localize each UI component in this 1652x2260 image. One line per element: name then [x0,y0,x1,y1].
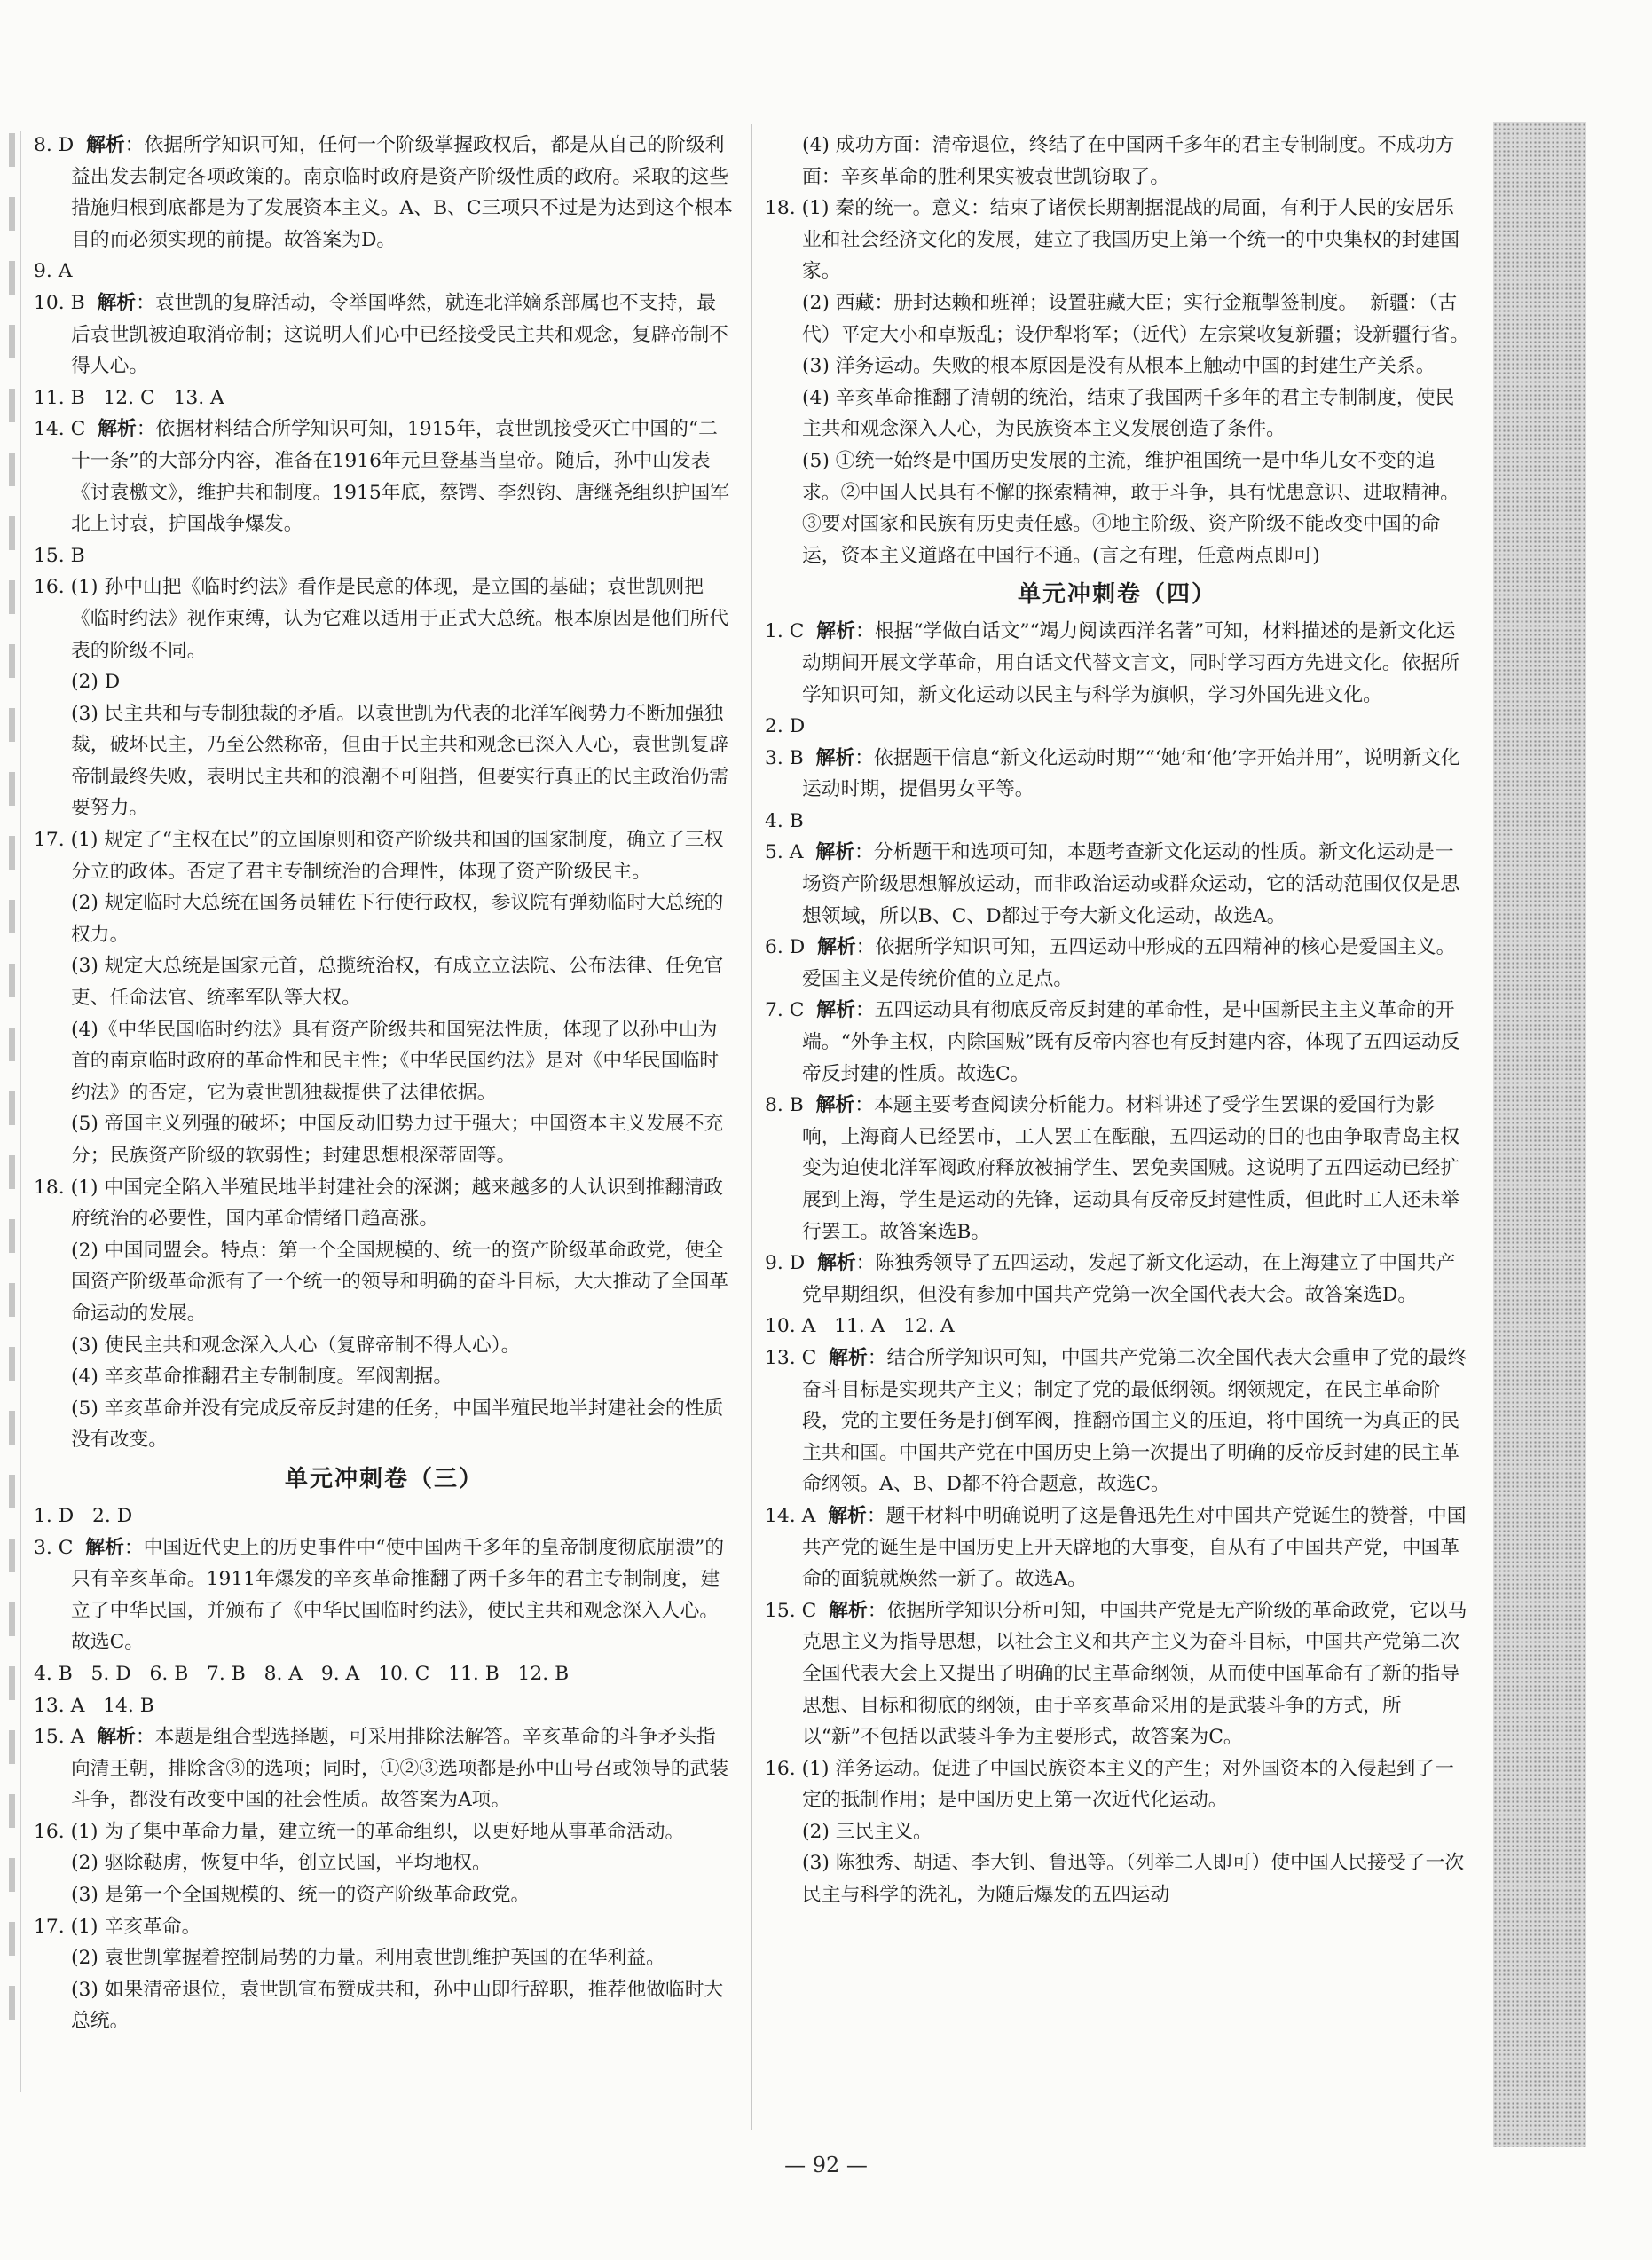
answer-item [765,711,1469,743]
analysis-label: 解析 [85,1536,124,1559]
answer-text: 16. (1) 洋务运动。促进了中国民族资本主义的产生；对外国资本的入侵起到了一定的抵制作用；是中国历史上第一次近代化运动。 [765,1757,1454,1812]
answer-text: ：依据所学知识可知，任何一个阶级掌握政权后，都是从自己的阶级利益出发去制定各项政策的。南京临时政府是资产阶级性质的政府。采取的这些措施归根到底都是为了发展资本主义。A、B、C三项只不过是为达到这个根本目的而必须实现的前提。故答案为D。 [71,134,733,251]
answer-text: 17. (1) 辛亥革命。 [34,1915,201,1938]
answer-text: 13. C [765,1346,830,1369]
answer-subitem: (2) 袁世凯掌握着控制局势的力量。利用袁世凯维护英国的在华利益。 [71,1947,665,1970]
answer-subitem: (3) 洋务运动。失败的根本原因是没有从根本上触动中国的封建生产关系。 [802,355,1436,378]
answer-subitem: (3) 使民主共和观念深入人心（复辟帝制不得人心）。 [71,1334,521,1357]
answer-text: 15. A [34,1726,98,1749]
answer-text: 15. B [34,544,85,567]
analysis-label: 解析 [815,841,854,864]
analysis-label: 解析 [97,1726,136,1749]
answer-text: 18. (1) 秦的统一。意义：结束了诸侯长期割据混战的局面，有利于人民的安居乐业和社会经济文化的发展，建立了我国历史上第一个统一的中央集权的封建国家。 [765,197,1460,283]
analysis-label: 解析 [828,1504,867,1527]
answer-text: 10. B [34,291,98,314]
answer-text: 3. C [34,1536,86,1559]
answer-item [765,806,1469,838]
answer-text: ：五四运动具有彻底反帝反封建的革命性，是中国新民主主义革命的开端。“外争主权，内除国贼”既有反帝内容也有反封建内容，体现了五四运动反帝反封建的性质。故选C。 [802,999,1460,1085]
answer-subitem: (3) 陈独秀、胡适、李大钊、鲁迅等。（列举二人即可）使中国人民接受了一次民主与科学的洗礼，为随后爆发的五四运动 [802,1852,1465,1907]
answer-text: 4. B [765,809,804,832]
answer-subitem: (3) 是第一个全国规模的、统一的资产阶级革命政党。 [71,1884,531,1907]
answer-text: 14. A [765,1504,829,1527]
answer-text: ：依据材料结合所学知识可知，1915年，袁世凯接受灭亡中国的“二十一条”的大部分内容，准备在1916年元旦登基当皇帝。随后，孙中山发表《讨袁檄文》，维护共和制度。1915年底，蔡锷、李烈钧、唐继尧组织护国军北上讨袁，护国战争爆发。 [71,418,730,536]
analysis-label: 解析 [829,1346,868,1369]
analysis-label: 解析 [98,418,137,441]
page-number: — 92 — [784,2153,868,2177]
answer-item [765,1753,1469,1816]
answer-item [34,1500,735,1532]
right-column [765,130,1469,1911]
left-column [34,130,735,2037]
analysis-label: 解析 [816,999,855,1022]
answer-item [765,1248,1469,1311]
answer-subitem: (2) D [71,671,121,694]
answer-subitem: (2) 三民主义。 [802,1820,932,1843]
answer-subitem: (3) 规定大总统是国家元首，总揽统治权，有成立立法院、公布法律、任免官吏、任命法官、统率军队等大权。 [71,955,724,1010]
answer-item [765,1090,1469,1248]
answer-subitem: (3) 如果清帝退位，袁世凯宣布赞成共和，孙中山即行辞职，推荐他做临时大总统。 [71,1978,724,2033]
answer-item [765,932,1469,995]
analysis-label: 解析 [815,746,855,769]
answer-text: ：依据所学知识分析可知，中国共产党是无产阶级的革命政党，它以马克思主义为指导思想，以社会主义和共产主义为奋斗目标，中国共产党第二次全国代表大会上又提出了明确的民主革命纲领，从而使中国革命有了新的指导思想、目标和彻底的纲领，由于辛亥革命采用的是武装斗争的方式，所以“新”不包括以武装斗争为主要形式，故答案为C。 [802,1599,1467,1749]
analysis-label: 解析 [816,620,855,643]
margin-rule [20,131,21,2092]
answer-text: 11. B 12. C 13. A [34,386,224,409]
answer-item [765,1500,1469,1595]
answer-item [34,1690,735,1722]
answer-item [34,1172,735,1235]
answer-text: ：结合所学知识可知，中国共产党第二次全国代表大会重申了党的最终奋斗目标是实现共产主义；制定了党的最低纲领。纲领规定，在民主革命阶段，党的主要任务是打倒军阀，推翻帝国主义的压迫，将中国统一为真正的民主共和国。中国共产党在中国历史上第一次提出了明确的反帝反封建的民主革命纲领。A、B、D都不符合题意，故选C。 [802,1346,1467,1496]
answer-text: ：中国近代史上的历史事件中“使中国两千多年的皇帝制度彻底崩溃”的只有辛亥革命。1911年爆发的辛亥革命推翻了两千多年的君主专制制度，建立了中华民国，并颁布了《中华民国临时约法》，使民主共和观念深入人心。故选C。 [71,1536,725,1654]
answer-text: ：依据题干信息“新文化运动时期”“‘她’和‘他’字开始并用”，说明新文化运动时期，提倡男女平等。 [802,746,1460,801]
answer-text: ：依据所学知识可知，五四运动中形成的五四精神的核心是爱国主义。爱国主义是传统价值的立足点。 [802,936,1456,990]
answer-text: 15. C [765,1599,830,1622]
analysis-label: 解析 [815,1094,855,1117]
section-heading: 单元冲刺卷（三） [284,1465,484,1492]
answer-item [34,382,735,414]
answer-text: 10. A 11. A 12. A [765,1315,955,1338]
answer-subitem: (4) 成功方面：清帝退位，终结了在中国两千多年的君主专制制度。不成功方面：辛亥革命的胜利果实被袁世凯窃取了。 [802,134,1455,188]
answer-text: ：根据“学做白话文”“竭力阅读西洋名著”可知，材料描述的是新文化运动期间开展文学革命，用白话文代替文言文，同时学习西方先进文化。依据所学知识可知，新文化运动以民主与科学为旗帜，学习外国先进文化。 [802,620,1460,706]
answer-text: 14. C [34,418,98,441]
answer-text: 1. D 2. D [34,1504,133,1527]
answer-text: ：袁世凯的复辟活动，令举国哗然，就连北洋嫡系部属也不支持，最后袁世凯被迫取消帝制；这说明人们心中已经接受民主共和观念，复辟帝制不得人心。 [71,291,729,378]
answer-item [34,256,735,287]
answer-text: 3. B [765,746,816,769]
answer-item [34,540,735,572]
answer-text: 5. A [765,841,816,864]
answer-item [34,1911,735,1943]
answer-text: ：本题是组合型选择题，可采用排除法解答。辛亥革命的斗争矛头指向清王朝，排除含③的选项；同时，①②③选项都是孙中山号召或领导的武装斗争，都没有改变中国的社会性质。故答案为A项。 [71,1726,729,1812]
answer-item [765,1343,1469,1500]
answer-subitem: (2) 中国同盟会。特点：第一个全国规模的、统一的资产阶级革命政党，使全国资产阶级革命派有了一个统一的领导和明确的奋斗目标，大大推动了全国革命运动的发展。 [71,1239,729,1325]
answer-subitem: (4)《中华民国临时约法》具有资产阶级共和国宪法性质，体现了以孙中山为首的南京临时政府的革命性和民主性；《中华民国约法》是对《中华民国临时约法》的否定，它为袁世凯独裁提供了法律依据。 [71,1018,720,1104]
analysis-label: 解析 [97,291,137,314]
section-heading: 单元冲刺卷（四） [1017,581,1216,609]
answer-item [765,193,1469,287]
answer-text: 17. (1) 规定了“主权在民”的立国原则和资产阶级共和国的国家制度，确立了三权分立的政体。否定了君主专制统治的合理性，体现了资产阶级民主。 [34,829,724,883]
answer-text: 18. (1) 中国完全陷入半殖民地半封建社会的深渊；越来越多的人认识到推翻清政府统治的必要性，国内革命情绪日趋高涨。 [34,1176,723,1231]
answer-text: 9. D [765,1252,818,1275]
analysis-label: 解析 [86,134,125,156]
answer-subitem: (2) 规定临时大总统在国务员辅佐下行使行政权，参议院有弹劾临时大总统的权力。 [71,892,724,946]
answer-item [34,1658,735,1690]
answer-subitem: (5) ①统一始终是中国历史发展的主流，维护祖国统一是中华儿女不变的追求。②中国人民具有不懈的探索精神，敢于斗争，具有忧患意识、进取精神。③要对国家和民族有历史责任感。④地主阶级、资产阶级不能改变中国的命运，资本主义道路在中国行不通。(言之有理，任意两点即可) [802,449,1460,567]
answer-item [34,287,735,382]
answer-text: ：陈独秀领导了五四运动，发起了新文化运动，在上海建立了中国共产党早期组织，但没有参加中国共产党第一次全国代表大会。故答案选D。 [802,1252,1456,1306]
answer-item [765,1311,1469,1343]
answer-text: 16. (1) 孙中山把《临时约法》看作是民意的体现，是立国的基础；袁世凯则把《临时约法》视作束缚，认为它难以适用于正式大总统。根本原因是他们所代表的阶级不同。 [34,576,729,662]
answer-item [765,995,1469,1090]
answer-text: 7. C [765,999,817,1022]
answer-item [765,616,1469,711]
answer-text: 4. B 5. D 6. B 7. B 8. A 9. A 10. C 11. B 12. B [34,1662,570,1685]
answer-subitem: (4) 辛亥革命推翻了清朝的统治，结束了我国两千多年的君主专制制度，使民主共和观念深入人心，为民族资本主义发展创造了条件。 [802,386,1455,441]
answer-item [34,1816,735,1848]
answer-text: ：题干材料中明确说明了这是鲁迅先生对中国共产党诞生的赞誉，中国共产党的诞生是中国历史上开天辟地的大事变，自从有了中国共产党，中国革命的面貌就焕然一新了。故选A。 [802,1504,1467,1591]
answer-item [765,743,1469,806]
answer-text: 2. D [765,715,806,738]
column-divider [751,124,752,2130]
answer-subitem: (5) 帝国主义列强的破坏；中国反动旧势力过于强大；中国资本主义发展不充分；民族资产阶级的软弱性；封建思想根深蒂固等。 [71,1113,724,1167]
answer-subitem: (5) 辛亥革命并没有完成反帝反封建的任务，中国半殖民地半封建社会的性质没有改变。 [71,1397,724,1452]
answer-text: 16. (1) 为了集中革命力量，建立统一的革命组织，以更好地从事革命活动。 [34,1820,685,1843]
analysis-label: 解析 [817,936,856,959]
answer-text: 6. D [765,936,818,959]
answer-item [765,837,1469,932]
answer-text: 8. D [34,134,87,156]
answer-subitem: (2) 西藏：册封达赖和班禅；设置驻藏大臣；实行金瓶掣签制度。 新疆：（古代）平定大小和卓叛乱；设伊犁将军；（近代）左宗棠收复新疆；设新疆行省。 [802,291,1469,346]
answer-text: ：分析题干和选项可知，本题考查新文化运动的性质。新文化运动是一场资产阶级思想解放运动，而非政治运动或群众运动，它的活动范围仅仅是思想领域，所以B、C、D都过于夸大新文化运动，故选A。 [802,841,1460,927]
analysis-label: 解析 [817,1252,856,1275]
answer-text: 13. A 14. B [34,1694,154,1717]
answer-item [34,824,735,887]
answer-text: 9. A [34,260,73,283]
answer-subitem: (3) 民主共和与专制独裁的矛盾。以袁世凯为代表的北洋军阀势力不断加强独裁，破坏民主，乃至公然称帝，但由于民主共和观念已深入人心，袁世凯复辟帝制最终失败，表明民主共和的浪潮不可阻挡，但要实行真正的民主政治仍需要努力。 [71,702,729,820]
answer-subitem: (4) 辛亥革命推翻君主专制制度。军阀割据。 [71,1366,453,1389]
answer-item [34,413,735,539]
answer-item [34,1532,735,1658]
answer-item [34,1721,735,1816]
answer-subitem: (2) 驱除鞑虏，恢复中华，创立民国，平均地权。 [71,1852,492,1875]
halftone-side-strip [1493,122,1586,2147]
answer-item [34,130,735,256]
answer-text: 1. C [765,620,817,643]
answer-text: ：本题主要考查阅读分析能力。材料讲述了受学生罢课的爱国行为影响，上海商人已经罢市，工人罢工在酝酿，五四运动的目的也由争取青岛主权变为迫使北洋军阀政府释放被捕学生、罢免卖国贼。这说明了五四运动已经扩展到上海，学生是运动的先锋，运动具有反帝反封建性质，但此时工人还未举行罢工。故答案选B。 [802,1094,1460,1243]
analysis-label: 解析 [829,1599,868,1622]
answer-text: 8. B [765,1094,816,1117]
answer-item [765,1595,1469,1753]
answer-item [34,571,735,666]
